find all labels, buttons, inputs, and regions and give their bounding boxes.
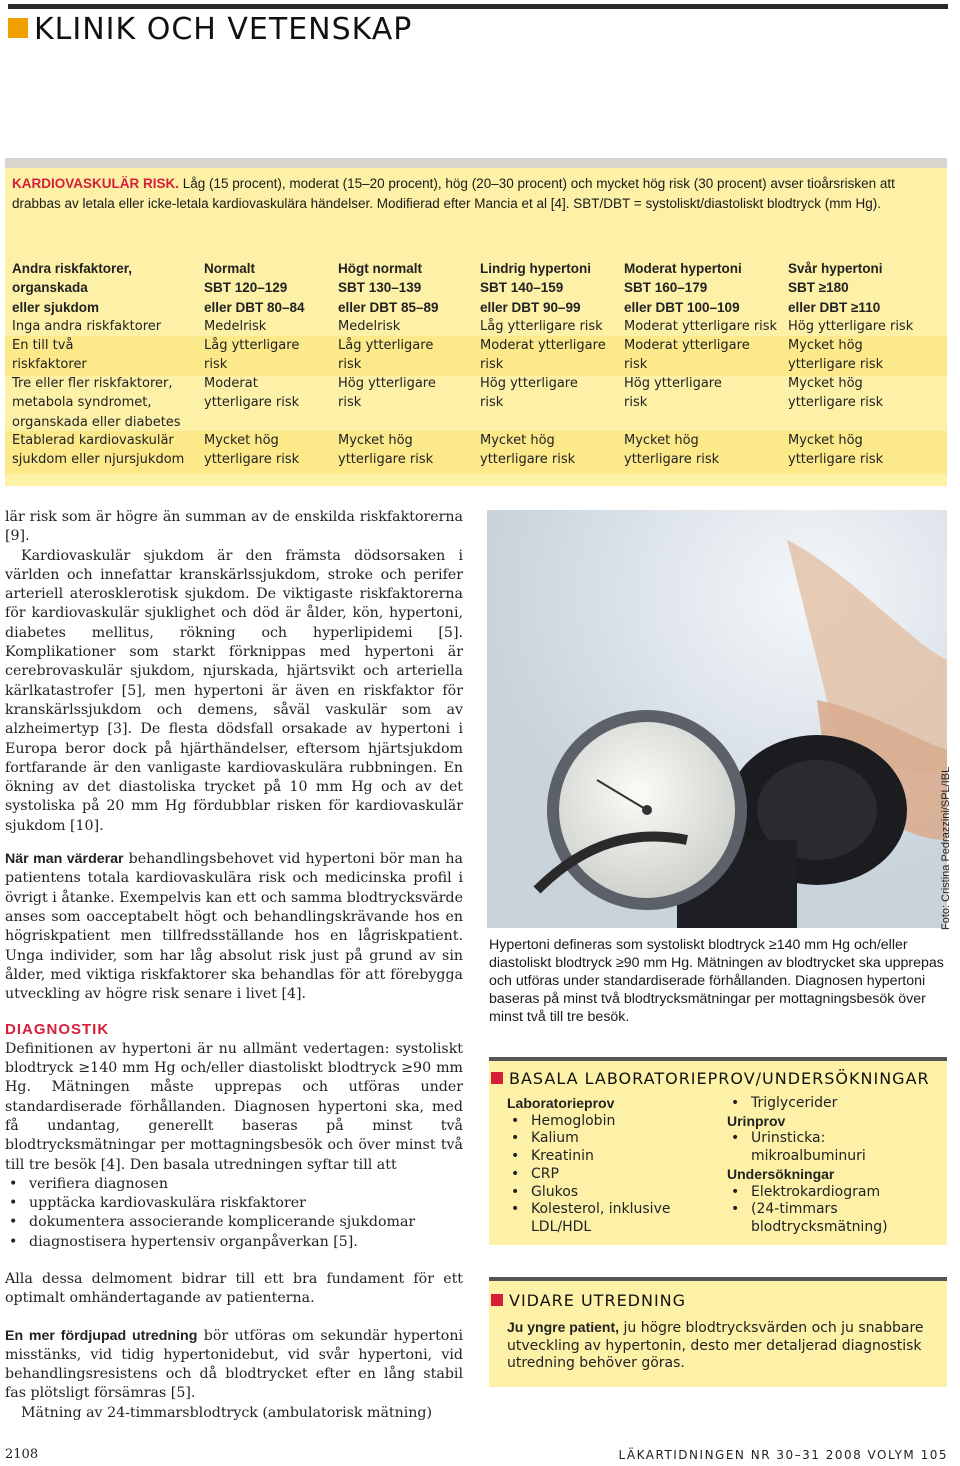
table-header-cell <box>12 259 132 317</box>
cell-line: ytterligare risk <box>788 395 884 411</box>
body-column-left <box>5 508 463 1423</box>
lab-box <box>489 1061 947 1245</box>
diagnostics-list <box>5 1175 463 1252</box>
cell-line: ytterligare risk <box>480 452 576 468</box>
exam-items <box>727 1184 937 1237</box>
list-item: • Elektrokardiogram <box>727 1184 937 1202</box>
table-cell <box>480 374 578 413</box>
cell-line: organskada eller diabetes <box>12 414 181 430</box>
cell-line: En till två <box>12 338 74 353</box>
table-cell <box>788 431 883 470</box>
cell-line: SBT 160–179 <box>624 280 708 296</box>
paragraph: Definitionen av hypertoni är nu allmänt vedertagen: systoliskt blodtryck ≥140 mm Hg och/eller diastoliskt blodtryck ≥90 mm Hg. Mätningen måste upprepas och utföras under standardiserade förhållanden. Diagnosen hypertoni ska, med få undantag, generellt baseras på minst två blodtrycksmätningar per mottagningsbesök och över minst två till tre besök [4]. Den basala utredningen syftar till att <box>5 1040 463 1173</box>
list-item: • Triglycerider <box>727 1095 937 1113</box>
further-box-title: VIDARE UTREDNING <box>491 1291 686 1310</box>
section-title: KLINIK OCH VETENSKAP <box>34 12 413 47</box>
cell-line: Högt normalt <box>338 261 422 276</box>
table-cell <box>788 317 913 336</box>
cell-line: ytterligare risk <box>204 395 300 411</box>
table-cell <box>480 317 603 336</box>
cell-line: Låg ytterligare <box>204 338 300 353</box>
lab-box-title: BASALA LABORATORIEPROV/UNDERSÖKNINGAR <box>491 1069 930 1088</box>
photo-credit: Foto: Cristina Pedrazzini/SPL/IBL <box>940 766 952 930</box>
table-cell <box>338 431 433 470</box>
table-cell <box>624 336 750 375</box>
list-item: • Glukos <box>507 1184 717 1202</box>
cell-line: Inga andra riskfaktorer <box>12 319 162 334</box>
cell-line: sjukdom eller njursjukdom <box>12 452 185 468</box>
paragraph: Alla dessa delmoment bidrar till ett bra fundament för ett optimalt omhändertagande av patienterna. <box>5 1270 463 1307</box>
cell-line: eller DBT ≥110 <box>788 299 881 315</box>
cell-line: risk <box>204 357 228 373</box>
cell-line: metabola syndromet, <box>12 395 152 411</box>
cell-line: SBT ≥180 <box>788 280 849 296</box>
cell-line: Medelrisk <box>204 319 267 334</box>
list-item: • Urinsticka: mikroalbuminuri <box>727 1130 937 1165</box>
cell-line: risk <box>338 395 362 411</box>
cell-line: Medelrisk <box>338 319 401 334</box>
cell-line: ytterligare risk <box>338 452 434 468</box>
list-item: • verifiera diagnosen <box>5 1175 463 1194</box>
table-header-cell <box>480 259 591 317</box>
cell-line: eller DBT 90–99 <box>480 299 581 315</box>
table-cell <box>338 374 436 413</box>
cell-line: Mycket hög <box>788 376 863 391</box>
table-cell <box>338 317 400 336</box>
journal-footer: LÄKARTIDNINGEN NR 30–31 2008 VOLYM 105 <box>618 1448 948 1462</box>
cell-line: Mycket hög <box>624 433 699 448</box>
cell-line: Mycket hög <box>788 433 863 448</box>
cell-line: Moderat hypertoni <box>624 261 742 276</box>
box-square-icon <box>491 1072 503 1084</box>
table-cell <box>12 431 184 470</box>
cell-line: Moderat <box>204 376 258 391</box>
table-cell <box>788 374 883 413</box>
table-header-cell <box>204 259 305 317</box>
table-cell <box>12 317 161 336</box>
cell-line: Moderat ytterligare <box>624 338 750 353</box>
list-item: • diagnostisera hypertensiv organpåverkan [5]. <box>5 1233 463 1252</box>
cell-line: eller sjukdom <box>12 299 100 315</box>
lab-heading: Laboratorieprov <box>507 1095 615 1111</box>
paragraph: Mätning av 24-timmarsblodtryck (ambulatorisk mätning) <box>21 1404 433 1421</box>
blood-pressure-photo <box>487 510 947 928</box>
cell-line: riskfaktorer <box>12 357 87 373</box>
list-item: • Kolesterol, inklusive LDL/HDL <box>507 1201 717 1236</box>
box-square-icon <box>491 1294 503 1306</box>
list-item: • (24-timmars blodtrycksmätning) <box>727 1201 937 1236</box>
lab-items <box>507 1113 717 1237</box>
cell-line: Normalt <box>204 261 256 276</box>
page-number: 2108 <box>5 1447 39 1462</box>
table-cell <box>204 317 266 336</box>
table-header-cell <box>338 259 439 317</box>
urin-heading: Urinprov <box>727 1112 786 1129</box>
table-cell <box>624 374 722 413</box>
cell-line: risk <box>624 357 648 373</box>
further-box-text: Ju yngre patient, ju högre blodtrycksvärden och ju snabbare utveckling av hypertonin, desto mer detaljerad diagnostisk utredning behöver göras. <box>507 1319 924 1372</box>
cell-line: Mycket hög <box>788 338 863 353</box>
table-cell <box>204 336 299 375</box>
cell-line: Hög ytterligare <box>480 376 578 391</box>
section-square-icon <box>8 18 28 38</box>
cell-line: SBT 130–139 <box>338 280 422 296</box>
further-box <box>489 1281 947 1387</box>
cell-line: eller DBT 85–89 <box>338 299 439 315</box>
table-cell <box>204 431 299 470</box>
cell-line: ytterligare risk <box>788 452 884 468</box>
cell-line: ytterligare risk <box>788 357 884 373</box>
list-item: • upptäcka kardiovaskulära riskfaktorer <box>5 1194 463 1213</box>
list-item: • dokumentera associerande komplicerande sjukdomar <box>5 1213 463 1232</box>
cell-line: risk <box>480 357 504 373</box>
table-cell <box>12 374 181 432</box>
exam-heading: Undersökningar <box>727 1165 835 1182</box>
cell-line: SBT 120–129 <box>204 280 288 296</box>
list-item: • Kreatinin <box>507 1148 717 1166</box>
cell-line: eller DBT 100–109 <box>624 299 740 315</box>
cell-line: eller DBT 80–84 <box>204 299 305 315</box>
cell-line: risk <box>624 395 648 411</box>
cell-line: Låg ytterligare <box>338 338 434 353</box>
cell-line: Andra riskfaktorer, <box>12 261 133 276</box>
risk-table-caption: KARDIOVASKULÄR RISK. Låg (15 procent), moderat (15–20 procent), hög (20–30 procent) och mycket hög risk (30 procent) avser tioårsrisken att drabbas av letala eller icke-letala kardiovaskulära händelser. Modifierad efter Mancia et al [4]. SBT/DBT = systoliskt/diastoliskt blodtryck (mm Hg). <box>12 176 895 211</box>
paragraph: När man värderar behandlingsbehovet vid hypertoni bör man ha patientens totala kardiovaskulära risk och medicinska profil i övrigt i åtanke. Exempelvis kan ett och samma blodtrycksvärde anses som oacceptabelt högt och behandlingskrävande hos en högriskpatient men tillfredsställande hos en lågriskpatient. Unga individer, som har låg absolut risk just på grund av sin ålder, med viktiga riskfaktorer ska behandlas för att förebygga utveckling av högre risk senare i livet [4]. <box>5 851 463 1003</box>
cell-line: Hög ytterligare <box>624 376 722 391</box>
urin-items <box>727 1130 937 1165</box>
lab-items-right <box>727 1095 937 1113</box>
cell-line: ytterligare risk <box>624 452 720 468</box>
cell-line: SBT 140–159 <box>480 280 564 296</box>
table-cell <box>788 336 883 375</box>
table-cell <box>624 431 719 470</box>
lab-list-right <box>727 1095 937 1237</box>
cell-line: Lindrig hypertoni <box>480 261 591 276</box>
cell-line: ytterligare risk <box>204 452 300 468</box>
cell-line: Moderat ytterligare risk <box>624 319 778 334</box>
cell-line: Låg ytterligare risk <box>480 319 603 334</box>
list-item: • Hemoglobin <box>507 1113 717 1131</box>
cell-line: Mycket hög <box>338 433 413 448</box>
lab-list-left <box>507 1095 717 1237</box>
photo-caption: Hypertoni defineras som systoliskt blodtryck ≥140 mm Hg och/eller diastoliskt blodtryck ≥90 mm Hg. Mätningen av blodtrycket ska upprepas och utföras under standardiserade förhållanden. Diagnosen hypertoni baseras på minst två blodtrycksmätningar per mottagningsbesök över minst två till tre besök. <box>489 937 944 1025</box>
paragraph: Kardiovaskulär sjukdom är den främsta dödsorsaken i världen och innefattar kranskärlssjukdom, stroke och perifer arteriell aterosklerotisk sjukdom. De viktigaste riskfaktorerna för kardiovaskulär sjuklighet och död är ålder, kön, hypertoni, diabetes mellitus, rökning och hyperlipidemi [5]. Komplikationer som starkt förknippas med hypertoni är cerebrovaskulär sjukdom, njurskada, hjärtsvikt och arteriella kärlkatastrofer [5], men hypertoni är även en riskfaktor för kranskärlssjukdom och demens, såväl vaskulär som av alzheimertyp [3]. De flesta dödsfall orsakade av hypertoni i Europa beror dock på hjärthändelser, eftersom hjärtsjukdom fortfarande är den vanligaste kardiovaskulära rubbningen. En ökning av det diastoliska trycket på 10 mm Hg och av det systoliska på 20 mm Hg fördubblar risken för kardiovaskulär sjukdom [10]. <box>5 547 463 834</box>
list-item: • Kalium <box>507 1130 717 1148</box>
cell-line: Mycket hög <box>480 433 555 448</box>
cell-line: risk <box>338 357 362 373</box>
cell-line: Moderat ytterligare <box>480 338 606 353</box>
table-cell <box>204 374 299 413</box>
cell-line: Etablerad kardiovaskulär <box>12 433 174 448</box>
list-item: • CRP <box>507 1166 717 1184</box>
risk-table-top-band <box>5 158 947 168</box>
table-cell <box>480 431 575 470</box>
cell-line: risk <box>480 395 504 411</box>
section-heading-diagnostik: DIAGNOSTIK <box>5 1021 110 1039</box>
table-cell <box>624 317 777 336</box>
table-cell <box>12 336 87 375</box>
header-rule <box>8 4 948 9</box>
table-header-cell <box>624 259 742 317</box>
paragraph: En mer fördjupad utredning bör utföras om sekundär hypertoni misstänks, vid tidig hypertonidebut, vid svår hypertoni, vid behandlingsresistens och då blodtrycket efter en lång stabil fas plötsligt försämras [5]. <box>5 1327 463 1402</box>
cell-line: organskada <box>12 280 88 296</box>
table-cell <box>338 336 433 375</box>
table-header-cell <box>788 259 883 317</box>
cell-line: Svår hypertoni <box>788 261 883 276</box>
paragraph: lär risk som är högre än summan av de enskilda riskfaktorerna [9]. <box>5 509 463 545</box>
cell-line: Tre eller fler riskfaktorer, <box>12 376 173 391</box>
table-cell <box>480 336 606 375</box>
cell-line: Hög ytterligare <box>338 376 436 391</box>
cell-line: Hög ytterligare risk <box>788 319 914 334</box>
cell-line: Mycket hög <box>204 433 279 448</box>
